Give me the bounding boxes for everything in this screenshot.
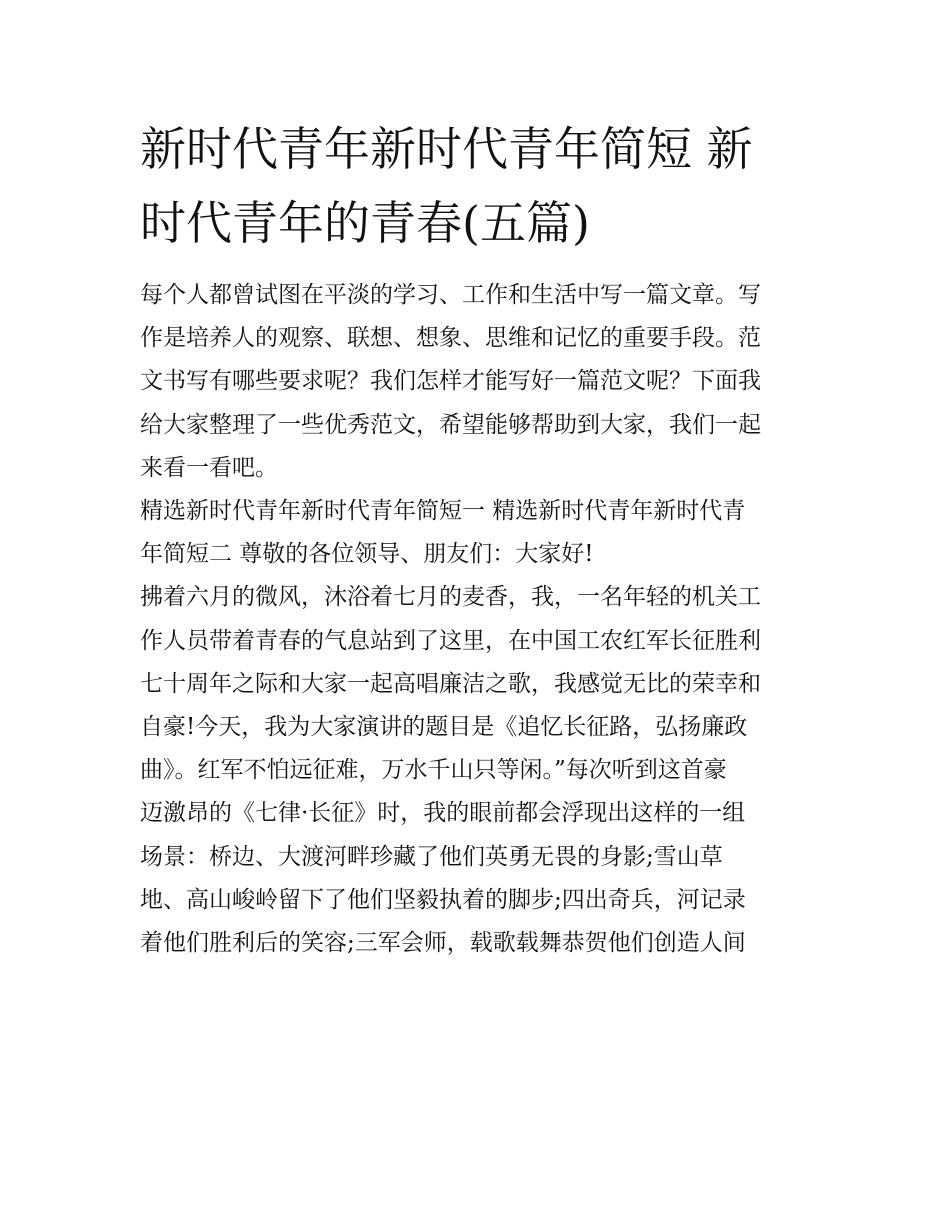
- text-line: 精选新时代青年新时代青年简短一 精选新时代青年新时代青: [140, 498, 746, 525]
- text-line: 着他们胜利后的笑容;三军会师，载歌载舞恭贺他们创造人间: [140, 930, 746, 957]
- headings-paragraph: [140, 490, 820, 576]
- text-line: 地、高山峻岭留下了他们坚毅执着的脚步;四出奇兵，河记录: [140, 886, 746, 913]
- title-line: 新时代青年新时代青年简短 新: [140, 122, 753, 176]
- title-line: 时代青年的青春(五篇): [140, 196, 590, 250]
- text-line: 给大家整理了一些优秀范文，希望能够帮助到大家，我们一起: [140, 411, 761, 438]
- text-line: 年简短二 尊敬的各位领导、朋友们：大家好!: [140, 541, 594, 568]
- speech-paragraph: [140, 576, 820, 965]
- document-content: [140, 112, 820, 965]
- intro-paragraph: [140, 274, 820, 490]
- text-line: 场景：桥边、大渡河畔珍藏了他们英勇无畏的身影;雪山草: [140, 843, 723, 870]
- text-line: 曲》。红军不怕远征难，万水千山只等闲。”每次听到这首豪: [140, 757, 727, 784]
- text-line: 来看一看吧。: [140, 454, 278, 481]
- text-line: 拂着六月的微风，沐浴着七月的麦香，我，一名年轻的机关工: [140, 584, 761, 611]
- text-line: 迈激昂的《七律·长征》时，我的眼前都会浮现出这样的一组: [140, 800, 746, 827]
- document-title: [140, 112, 820, 260]
- text-line: 文书写有哪些要求呢？我们怎样才能写好一篇范文呢？下面我: [140, 368, 761, 395]
- text-line: 作是培养人的观察、联想、想象、思维和记忆的重要手段。范: [140, 325, 761, 352]
- text-line: 每个人都曾试图在平淡的学习、工作和生活中写一篇文章。写: [140, 282, 761, 308]
- document-body: [140, 274, 820, 965]
- text-line: 七十周年之际和大家一起高唱廉洁之歌，我感觉无比的荣幸和: [140, 670, 761, 697]
- text-line: 自豪!今天，我为大家演讲的题目是《追忆长征路，弘扬廉政: [140, 714, 748, 741]
- text-line: 作人员带着青春的气息站到了这里，在中国工农红军长征胜利: [140, 627, 761, 654]
